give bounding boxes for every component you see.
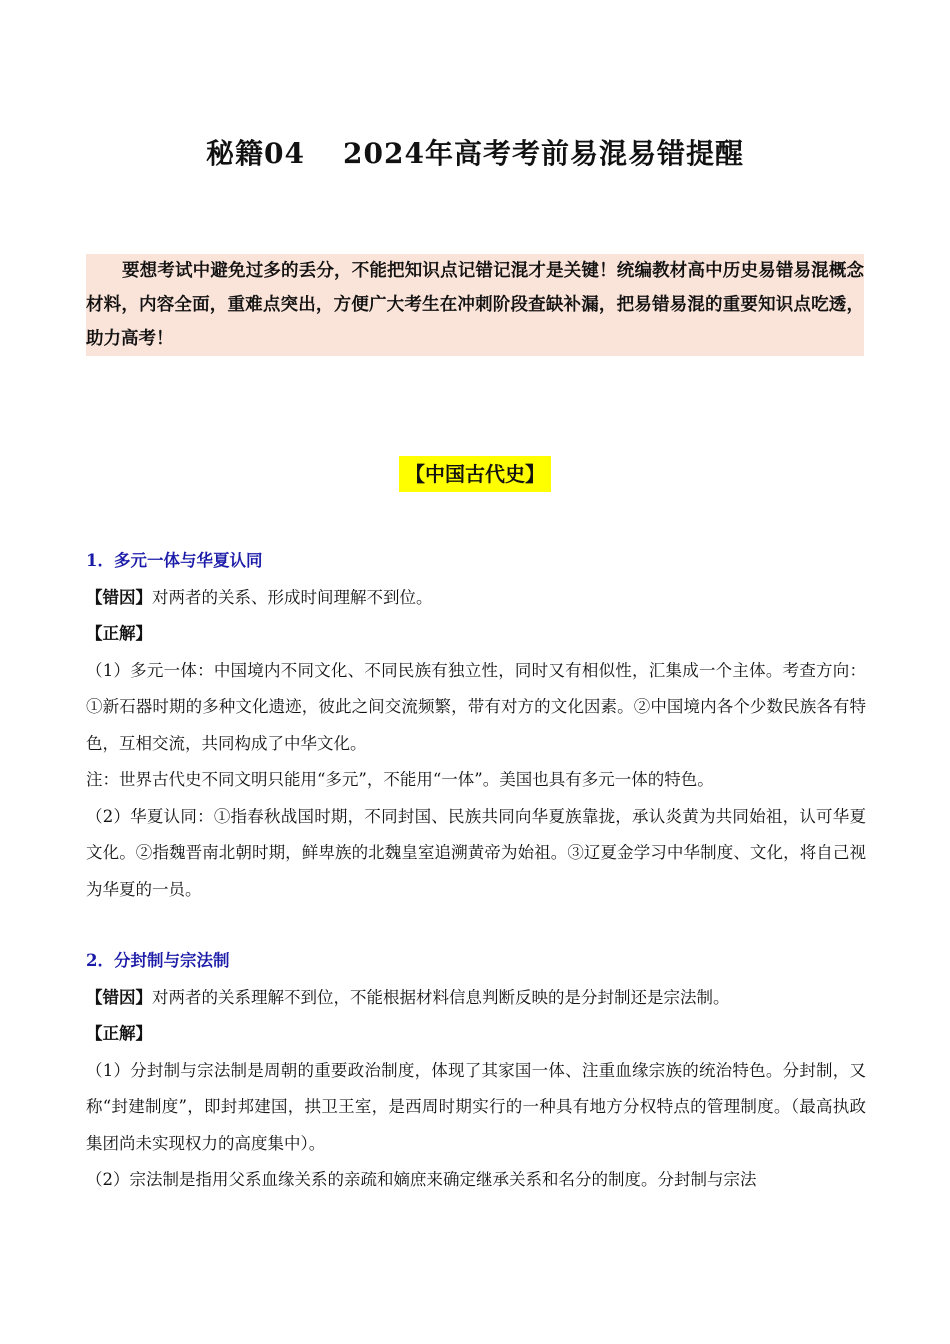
cause-text: 对两者的关系理解不到位，不能根据材料信息判断反映的是分封制还是宗法制。 xyxy=(152,987,730,1007)
answer-paragraph: （1）分封制与宗法制是周朝的重要政治制度，体现了其家国一体、注重血缘宗族的统治特色。分封制，又称“封建制度”，即封邦建国，拱卫王室，是西周时期实行的一种具有地方分权特点的管理制度。（最高执政集团尚未实现权力的高度集中）。 xyxy=(86,1060,866,1153)
answer-paragraph: （2）宗法制是指用父系血缘关系的亲疏和嫡庶来确定继承关系和名分的制度。分封制与宗法 xyxy=(86,1170,757,1189)
title-series: 秘籍04 xyxy=(206,137,306,170)
document-title xyxy=(0,132,950,172)
error-cause xyxy=(86,580,866,617)
section-title: 【中国古代史】 xyxy=(399,456,551,492)
item-1 xyxy=(86,543,866,908)
title-main: 2024年高考考前易混易错提醒 xyxy=(343,137,744,170)
item-heading: 2．分封制与宗法制 xyxy=(86,951,230,970)
cause-label: 【错因】 xyxy=(86,587,152,607)
answer-paragraph: （2）华夏认同：①指春秋战国时期，不同封国、民族共同向华夏族靠拢，承认炎黄为共同始祖，认可华夏文化。②指魏晋南北朝时期，鲜卑族的北魏皇室追溯黄帝为始祖。③辽夏金学习中华制度、文化，将自己视为华夏的一员。 xyxy=(86,806,866,899)
item-2 xyxy=(86,943,866,1199)
cause-text: 对两者的关系、形成时间理解不到位。 xyxy=(152,587,433,607)
answer-label: 【正解】 xyxy=(86,1024,152,1043)
answer-paragraph: （1）多元一体：中国境内不同文化、不同民族有独立性，同时又有相似性，汇集成一个主体。考查方向：①新石器时期的多种文化遗迹，彼此之间交流频繁，带有对方的文化因素。②中国境内各个少数民族各有特色，互相交流，共同构成了中华文化。 xyxy=(86,660,866,753)
item-heading: 1．多元一体与华夏认同 xyxy=(86,551,263,570)
cause-label: 【错因】 xyxy=(86,987,152,1007)
section-header xyxy=(0,456,950,492)
answer-label: 【正解】 xyxy=(86,624,152,643)
note-paragraph: 注：世界古代史不同文明只能用“多元”，不能用“一体”。美国也具有多元一体的特色。 xyxy=(86,770,714,789)
intro-box: 要想考试中避免过多的丢分，不能把知识点记错记混才是关键！统编教材高中历史易错易混概念材料，内容全面，重难点突出，方便广大考生在冲刺阶段查缺补漏，把易错易混的重要知识点吃透，助力高考！ xyxy=(86,254,864,356)
error-cause xyxy=(86,980,866,1017)
